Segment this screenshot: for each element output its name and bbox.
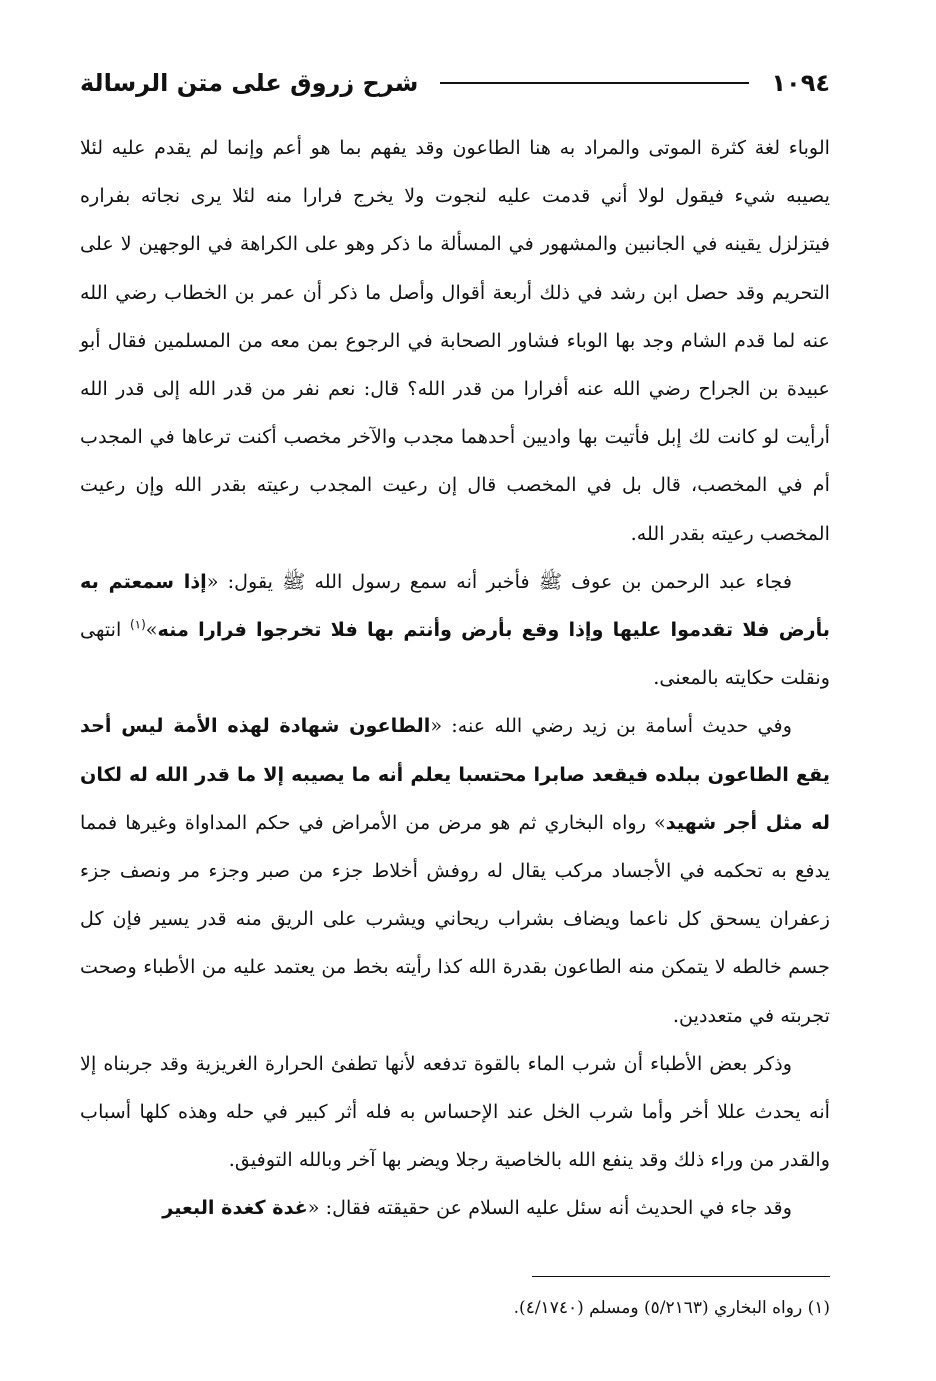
header-rule xyxy=(440,82,749,84)
body-text xyxy=(80,124,830,1233)
text-segment: وذكر بعض الأطباء أن شرب الماء بالقوة تدفعه لأنها تطفئ الحرارة الغريزية وقد جربناه إلا أنه يحدث عللا أخر وأما شرب الخل عند الإحساس به فله أثر كبير في حله وهذه كلها أسباب والقدر من وراء ذلك وقد ينفع الله بالخاصية رجلا ويضر بها آخر وبالله التوفيق. xyxy=(80,1051,830,1172)
footnote: (١) رواه البخاري (٥/٢١٦٣) ومسلم (٤/١٧٤٠). xyxy=(513,1298,830,1318)
page-number: ١٠٩٤ xyxy=(771,69,830,97)
text-segment: الوباء لغة كثرة الموتى والمراد به هنا الطاعون وقد يفهم بما هو أعم وإنما لم يقدم عليه لئلا يصيبه شيء فيقول لولا أني قدمت عليه لنجوت ولا يخرج فرارا منه لئلا يرى نجاته بفراره فيتزلزل يقينه في الجانبين والمشهور في المسألة ما ذكر وهو على الكراهة في الوجهين لا على التحريم وقد حصل ابن رشد في ذلك أربعة أقوال وأصل ما ذكر أن عمر بن الخطاب رضي الله عنه لما قدم الشام وجد بها الوباء فشاور الصحابة في الرجوع بمن معه من المسلمين فقال أبو عبيدة بن الجراح رضي الله عنه أفرارا من قدر الله؟ قال: نعم نفر من قدر الله إلى قدر الله أرأيت لو كانت لك إبل فأتيت بها واديين أحدهما مجدب والآخر مخصب أكنت ترعاها في المجدب أم في المخصب، قال بل في المخصب قال إن رعيت المجدب رعيته بقدر الله وإن رعيت المخصب رعيته بقدر الله. xyxy=(80,136,830,545)
text-segment: انتهى ونقلت حكايته بالمعنى. xyxy=(80,618,830,690)
paragraph xyxy=(80,1184,830,1232)
footnote-rule xyxy=(532,1276,830,1277)
paragraph xyxy=(80,702,830,1039)
hadith-quote: إذا سمعتم به بأرض فلا تقدموا عليها وإذا وقع بأرض وأنتم بها فلا تخرجوا فرارا منه xyxy=(80,569,830,642)
page-header xyxy=(80,60,830,106)
paragraph xyxy=(80,124,830,558)
running-title: شرح زروق على متن الرسالة xyxy=(80,69,419,97)
page xyxy=(80,60,830,1350)
footnote-ref: (١) xyxy=(129,617,146,632)
hadith-quote: غدة كغدة البعير xyxy=(162,1196,308,1220)
paragraph xyxy=(80,558,830,703)
text-segment: فجاء عبد الرحمن بن عوف ﷺ فأخبر أنه سمع رسول الله ﷺ يقول: « xyxy=(206,569,792,593)
text-segment: وقد جاء في الحديث أنه سئل عليه السلام عن حقيقته فقال: « xyxy=(307,1196,792,1220)
paragraph xyxy=(80,1040,830,1185)
text-segment: وفي حديث أسامة بن زيد رضي الله عنه: « xyxy=(430,714,792,738)
hadith-quote: الطاعون شهادة لهذه الأمة ليس أحد يقع الطاعون ببلده فيقعد صابرا محتسبا يعلم أنه ما يصيبه إلا ما قدر الله له لكان له مثل أجر شهيد xyxy=(80,714,830,834)
text-segment: » رواه البخاري ثم هو مرض من الأمراض في حكم المداواة وغيرها فمما يدفع به تحكمه في الأجساد مركب يقال له روفش أخلاط جزء من صبر وجزء مر ونصف جزء زعفران يسحق كل ناعما ويضاف بشراب ريحاني ويشرب على الريق منه قدر يسير فإن كل جسم خالطه لا يتمكن منه الطاعون بقدرة الله كذا رأيته بخط من يعتمد عليه من الأطباء وصحت تجربته في متعددين. xyxy=(80,810,830,1027)
text-segment: » xyxy=(145,618,158,642)
